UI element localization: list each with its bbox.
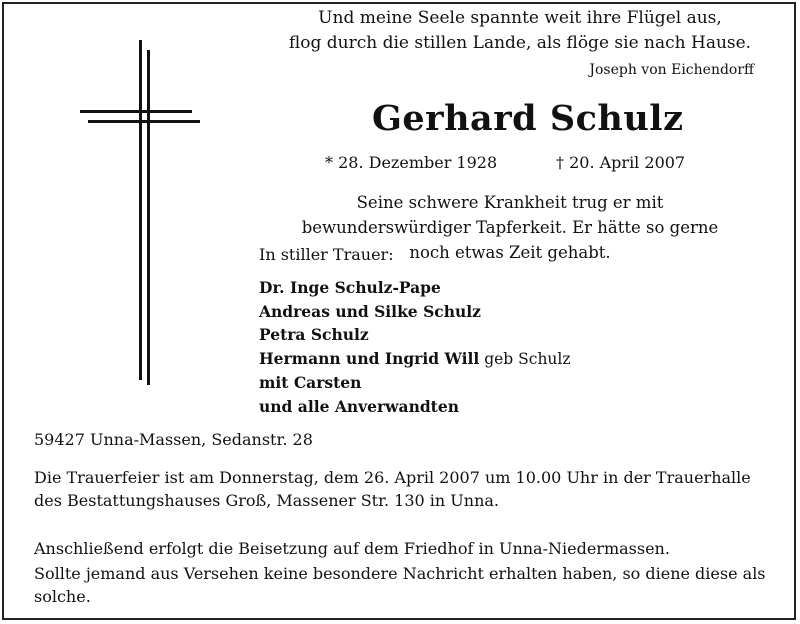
birth-date: * 28. Dezember 1928 [325,153,498,172]
mourner-4-name: Hermann und Ingrid Will [259,348,480,368]
mourner-1: Dr. Inge Schulz-Pape [259,278,441,297]
mourners-list [259,276,571,418]
tribute-text: Seine schwere Krankheit trug er mit bewunderswürdiger Tapferkeit. Er hätte so gerne noch etwas Zeit gehabt. [301,193,719,262]
mourner-3: Petra Schulz [259,325,369,344]
mourner-6: und alle Anverwandten [259,396,459,416]
mourner-5: mit Carsten [259,373,362,392]
death-date: † 20. April 2007 [556,153,686,172]
burial-info: Anschließend erfolgt die Beisetzung auf dem Friedhof in Unna-Niedermassen. [34,539,670,558]
mourning-label: In stiller Trauer: [259,245,394,264]
poem-line-2: flog durch die stillen Lande, als flöge sie nach Hause. [288,33,752,53]
address: 59427 Unna-Massen, Sedanstr. 28 [34,430,313,449]
poem-author: Joseph von Eichendorff [589,62,754,78]
poem-line-1: Und meine Seele spannte weit ihre Flügel aus, [318,8,722,28]
mourner-4-suffix: geb Schulz [479,349,571,368]
mourner-4 [259,347,571,372]
funeral-info: Die Trauerfeier ist am Donnerstag, dem 26. April 2007 um 10.00 Uhr in der Trauerhalle des Bestattungshauses Groß, Massener Str. 130 in Unna. [34,468,751,510]
deceased-name: Gerhard Schulz [372,98,684,139]
mourner-2: Andreas und Silke Schulz [259,301,481,321]
notice-disclaimer: Sollte jemand aus Versehen keine besondere Nachricht erhalten haben, so diene diese als solche. [34,564,766,606]
